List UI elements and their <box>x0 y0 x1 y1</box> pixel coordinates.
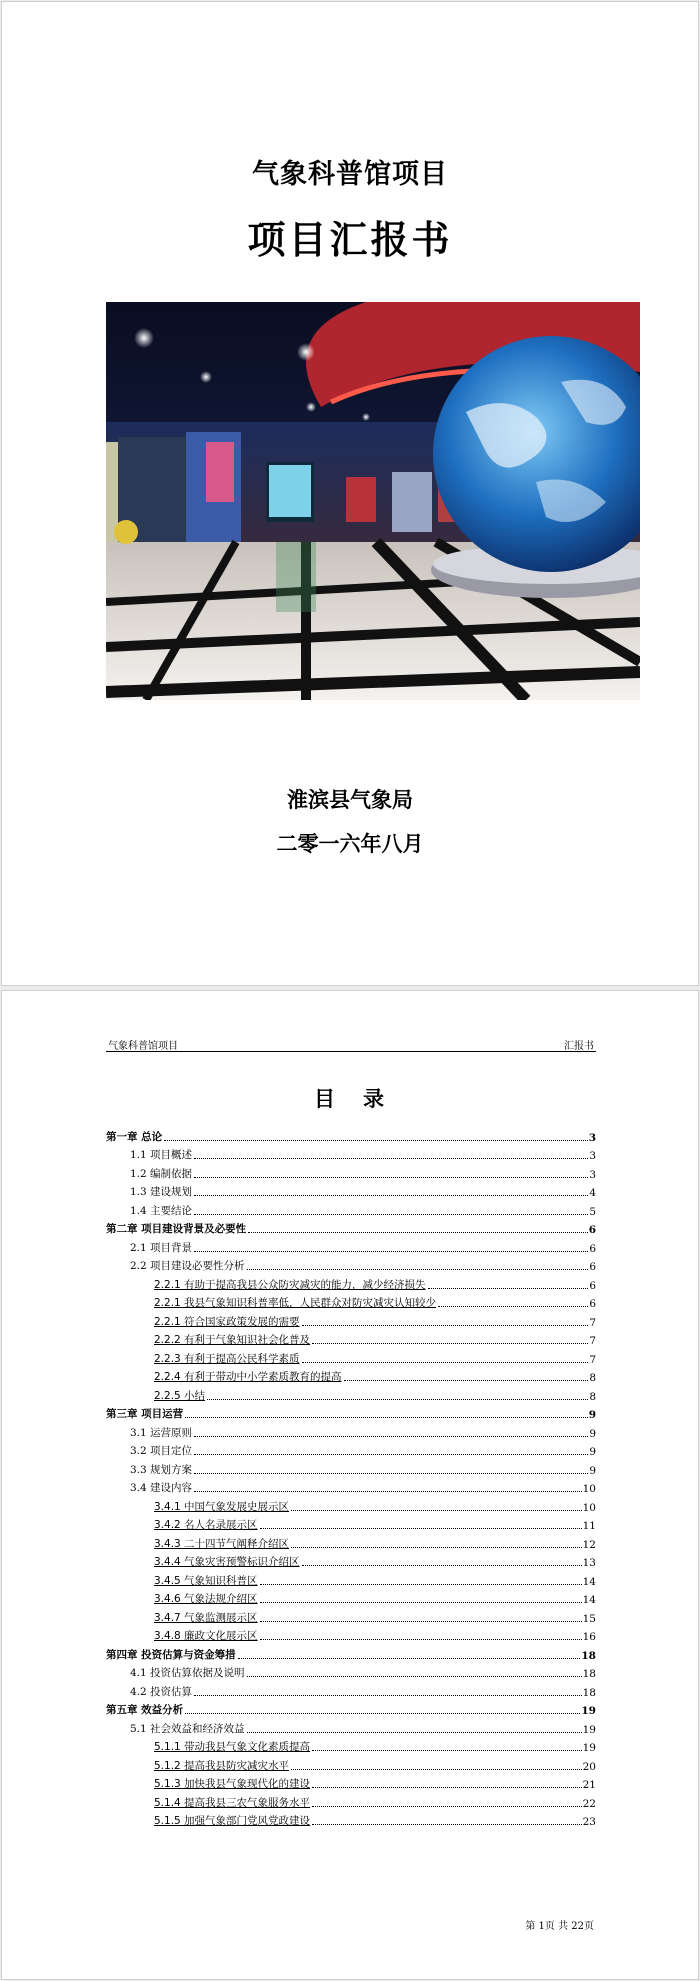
toc-entry-text: 第三章 项目运营 <box>106 1408 184 1420</box>
toc-entry-text: 4.2 投资估算 <box>130 1685 193 1698</box>
toc-entry-text: 3.4.7 气象监测展示区 <box>154 1611 258 1624</box>
cover-organization: 淮滨县气象局 <box>287 788 413 812</box>
toc-dot-leader <box>248 1232 588 1233</box>
toc-subsection[interactable] <box>106 1810 596 1829</box>
cover-report-title: 项目汇报书 <box>247 218 453 262</box>
table-of-contents <box>106 1125 596 1828</box>
toc-section[interactable] <box>106 1255 596 1274</box>
page-footer: 第 1页 共 22页 <box>525 1921 594 1932</box>
toc-dot-leader <box>194 1214 588 1215</box>
toc-dot-leader <box>302 1362 589 1363</box>
toc-subsection[interactable] <box>106 1495 596 1514</box>
toc-page-number: 9 <box>589 1427 596 1440</box>
toc-dot-leader <box>194 1454 588 1455</box>
toc-chapter[interactable] <box>106 1403 596 1422</box>
toc-section[interactable] <box>106 1162 596 1181</box>
toc-page-number: 20 <box>582 1760 596 1773</box>
toc-page-number: 9 <box>589 1446 596 1458</box>
toc-page-number: 8 <box>589 1390 596 1403</box>
toc-page-number: 7 <box>589 1316 596 1329</box>
toc-subsection[interactable] <box>106 1384 596 1403</box>
toc-section[interactable] <box>106 1477 596 1496</box>
toc-entry-text: 3.2 项目定位 <box>130 1445 193 1457</box>
toc-entry-text: 4.1 投资估算依据及说明 <box>130 1667 245 1679</box>
toc-entry-text: 3.4.8 廉政文化展示区 <box>154 1630 258 1642</box>
toc-subsection[interactable] <box>106 1551 596 1570</box>
toc-subsection[interactable] <box>106 1273 596 1292</box>
toc-page-number: 19 <box>581 1705 596 1717</box>
toc-subsection[interactable] <box>106 1773 596 1792</box>
toc-page-number: 8 <box>589 1372 596 1384</box>
toc-page-number: 5 <box>589 1205 596 1218</box>
toc-page-number: 6 <box>589 1279 596 1292</box>
toc-page-number: 14 <box>582 1575 596 1588</box>
toc-page-number: 9 <box>589 1464 596 1477</box>
header-project-name: 气象科普馆项目 <box>108 1041 178 1052</box>
toc-dot-leader <box>260 1584 582 1585</box>
toc-entry-text: 5.1.4 提高我县三农气象服务水平 <box>154 1796 311 1809</box>
toc-page-number: 9 <box>588 1409 596 1421</box>
toc-page-number: 18 <box>582 1686 596 1699</box>
toc-entry-text: 3.4.6 气象法规介绍区 <box>154 1593 258 1605</box>
toc-subsection[interactable] <box>106 1606 596 1625</box>
toc-entry-text: 1.2 编制依据 <box>130 1167 193 1180</box>
toc-chapter[interactable] <box>106 1643 596 1662</box>
toc-page-number: 10 <box>582 1501 596 1514</box>
toc-subsection[interactable] <box>106 1310 596 1329</box>
toc-dot-leader <box>260 1602 582 1603</box>
page-header <box>106 1037 596 1052</box>
toc-page-number: 11 <box>582 1520 596 1532</box>
toc-dot-leader <box>194 1491 582 1492</box>
toc-page-number: 14 <box>582 1594 596 1606</box>
toc-dot-leader <box>260 1528 582 1529</box>
toc-entry-text: 2.2.1 有助于提高我县公众防灾减灾的能力，减少经济损失 <box>154 1278 426 1291</box>
toc-page-number: 12 <box>582 1538 596 1551</box>
cover-photo <box>106 302 640 700</box>
toc-page-number: 16 <box>582 1631 596 1643</box>
toc-entry-text: 5.1 社会效益和经济效益 <box>130 1722 245 1735</box>
toc-dot-leader <box>194 1695 582 1696</box>
toc-dot-leader <box>238 1658 581 1659</box>
cover-project-title: 气象科普馆项目 <box>252 159 448 190</box>
toc-section[interactable] <box>106 1236 596 1255</box>
toc-chapter[interactable] <box>106 1218 596 1237</box>
toc-page-number: 7 <box>589 1335 596 1347</box>
toc-page <box>1 990 699 1980</box>
toc-entry-text: 3.4.2 名人名录展示区 <box>154 1519 258 1531</box>
toc-page-number: 3 <box>589 1150 596 1162</box>
toc-title-char: 目 <box>314 1087 337 1111</box>
toc-page-number: 10 <box>582 1483 596 1495</box>
toc-dot-leader <box>194 1473 588 1474</box>
toc-page-number: 13 <box>582 1557 596 1569</box>
toc-dot-leader <box>291 1769 582 1770</box>
toc-entry-text: 3.4.3 二十四节气阐释介绍区 <box>154 1537 290 1550</box>
toc-section[interactable] <box>106 1662 596 1681</box>
toc-subsection[interactable] <box>106 1791 596 1810</box>
toc-subsection[interactable] <box>106 1588 596 1607</box>
toc-subsection[interactable] <box>106 1366 596 1385</box>
toc-dot-leader <box>312 1824 582 1825</box>
toc-chapter[interactable] <box>106 1125 596 1144</box>
toc-dot-leader <box>312 1806 582 1807</box>
toc-subsection[interactable] <box>106 1329 596 1348</box>
toc-entry-text: 2.2.4 有利于带动中小学素质教育的提高 <box>154 1371 342 1383</box>
header-doc-type: 汇报书 <box>564 1041 594 1052</box>
toc-dot-leader <box>302 1325 589 1326</box>
toc-entry-text: 1.1 项目概述 <box>130 1149 193 1161</box>
toc-title <box>2 1083 698 1113</box>
toc-dot-leader <box>194 1436 588 1437</box>
toc-dot-leader <box>260 1639 582 1640</box>
toc-dot-leader <box>164 1140 588 1141</box>
toc-entry-text: 2.2.1 符合国家政策发展的需要 <box>154 1315 300 1328</box>
toc-page-number: 3 <box>588 1131 596 1144</box>
toc-dot-leader <box>438 1306 588 1307</box>
toc-entry-text: 5.1.1 带动我县气象文化素质提高 <box>154 1741 311 1753</box>
toc-dot-leader <box>207 1399 588 1400</box>
toc-dot-leader <box>312 1750 582 1751</box>
toc-dot-leader <box>247 1732 582 1733</box>
toc-page-number: 22 <box>582 1797 596 1810</box>
toc-dot-leader <box>194 1177 588 1178</box>
toc-dot-leader <box>312 1787 582 1788</box>
toc-page-number: 7 <box>589 1353 596 1366</box>
toc-entry-text: 3.4.5 气象知识科普区 <box>154 1574 258 1587</box>
toc-page-number: 23 <box>582 1816 596 1828</box>
toc-dot-leader <box>194 1158 588 1159</box>
toc-entry-text: 2.2 项目建设必要性分析 <box>130 1260 245 1272</box>
toc-page-number: 4 <box>589 1187 596 1199</box>
toc-page-number: 18 <box>582 1668 596 1680</box>
toc-entry-text: 2.1 项目背景 <box>130 1241 193 1254</box>
toc-dot-leader <box>185 1417 588 1418</box>
toc-section[interactable] <box>106 1680 596 1699</box>
toc-dot-leader <box>194 1195 588 1196</box>
toc-page-number: 6 <box>589 1261 596 1273</box>
toc-section[interactable] <box>106 1144 596 1163</box>
cover-date: 二零一六年八月 <box>276 832 424 856</box>
toc-entry-text: 2.2.1 我县气象知识科普率低，人民群众对防灾减灾认知较少 <box>154 1297 437 1309</box>
toc-dot-leader <box>291 1547 582 1548</box>
toc-dot-leader <box>312 1343 588 1344</box>
toc-section[interactable] <box>106 1181 596 1200</box>
toc-dot-leader <box>185 1713 580 1714</box>
toc-chapter[interactable] <box>106 1699 596 1718</box>
toc-page-number: 3 <box>589 1168 596 1181</box>
toc-subsection[interactable] <box>106 1754 596 1773</box>
toc-entry-text: 第五章 效益分析 <box>106 1704 184 1716</box>
toc-dot-leader <box>428 1288 589 1289</box>
toc-page-number: 6 <box>588 1224 596 1236</box>
toc-entry-text: 第一章 总论 <box>106 1130 163 1143</box>
toc-entry-text: 3.1 运营原则 <box>130 1426 193 1439</box>
toc-dot-leader <box>302 1565 582 1566</box>
toc-subsection[interactable] <box>106 1292 596 1311</box>
toc-subsection[interactable] <box>106 1625 596 1644</box>
toc-entry-text: 5.1.2 提高我县防灾减灾水平 <box>154 1759 290 1772</box>
toc-page-number: 19 <box>582 1742 596 1754</box>
toc-page-number: 19 <box>582 1723 596 1736</box>
toc-entry-text: 3.4.4 气象灾害预警标识介绍区 <box>154 1556 300 1568</box>
toc-section[interactable] <box>106 1458 596 1477</box>
toc-entry-text: 2.2.5 小结 <box>154 1389 206 1402</box>
toc-dot-leader <box>344 1380 589 1381</box>
toc-entry-text: 2.2.2 有利于气象知识社会化普及 <box>154 1334 311 1346</box>
toc-subsection[interactable] <box>106 1532 596 1551</box>
toc-dot-leader <box>247 1676 582 1677</box>
toc-subsection[interactable] <box>106 1569 596 1588</box>
toc-entry-text: 3.4.1 中国气象发展史展示区 <box>154 1500 290 1513</box>
toc-page-number: 18 <box>581 1649 596 1662</box>
toc-dot-leader <box>260 1621 582 1622</box>
toc-page-number: 6 <box>589 1298 596 1310</box>
toc-page-number: 21 <box>582 1779 596 1791</box>
toc-page-number: 6 <box>589 1242 596 1255</box>
toc-entry-text: 5.1.3 加快我县气象现代化的建设 <box>154 1778 311 1790</box>
toc-entry-text: 3.3 规划方案 <box>130 1463 193 1476</box>
toc-entry-text: 5.1.5 加强气象部门党风党政建设 <box>154 1815 311 1827</box>
toc-dot-leader <box>194 1251 588 1252</box>
toc-section[interactable] <box>106 1421 596 1440</box>
cover-page <box>1 1 699 986</box>
toc-entry-text: 第四章 投资估算与资金筹措 <box>106 1648 236 1661</box>
toc-subsection[interactable] <box>106 1514 596 1533</box>
toc-entry-text: 3.4 建设内容 <box>130 1482 193 1494</box>
toc-subsection[interactable] <box>106 1736 596 1755</box>
toc-dot-leader <box>291 1510 582 1511</box>
toc-title-char: 录 <box>363 1087 386 1111</box>
toc-section[interactable] <box>106 1440 596 1459</box>
toc-section[interactable] <box>106 1199 596 1218</box>
toc-dot-leader <box>247 1269 589 1270</box>
toc-section[interactable] <box>106 1717 596 1736</box>
toc-entry-text: 2.2.3 有利于提高公民科学素质 <box>154 1352 300 1365</box>
toc-page-number: 15 <box>582 1612 596 1625</box>
toc-entry-text: 1.4 主要结论 <box>130 1204 193 1217</box>
toc-entry-text: 第二章 项目建设背景及必要性 <box>106 1223 247 1235</box>
toc-entry-text: 1.3 建设规划 <box>130 1186 193 1198</box>
toc-subsection[interactable] <box>106 1347 596 1366</box>
